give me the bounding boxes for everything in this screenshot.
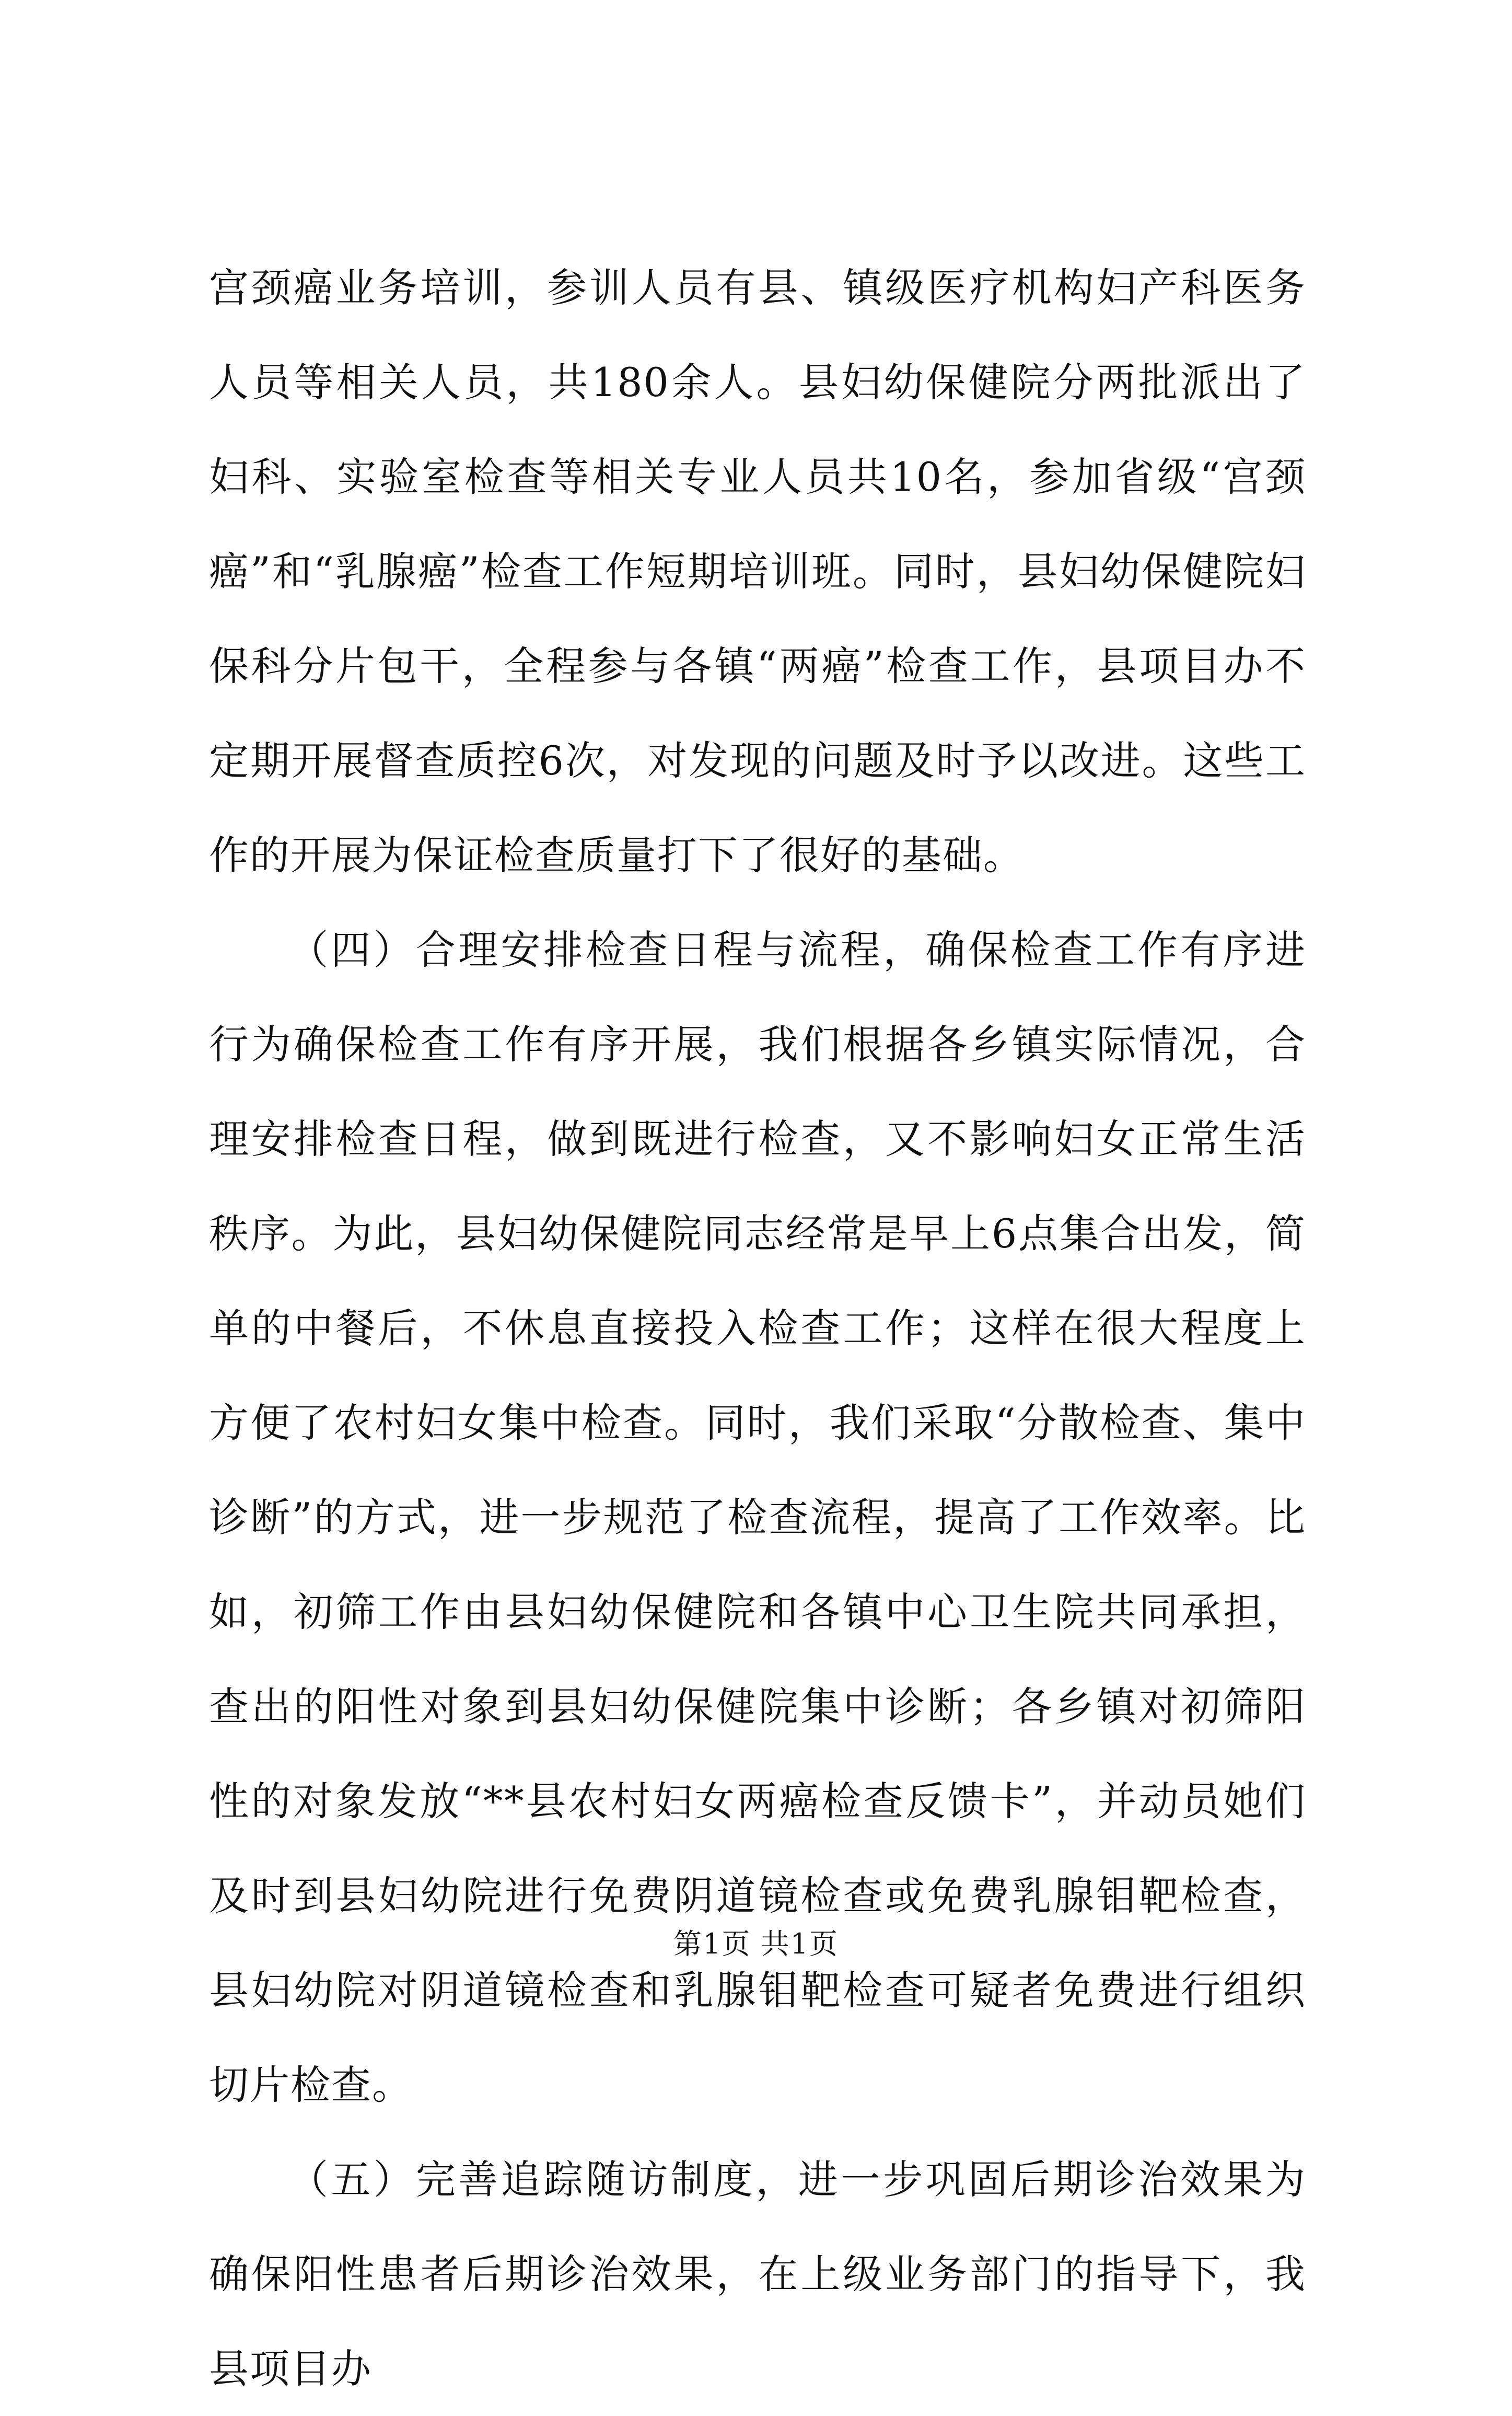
paragraph-training: 宫颈癌业务培训，参训人员有县、镇级医疗机构妇产科医务人员等相关人员，共180余人。县妇幼保健院分两批派出了妇科、实验室检查等相关专业人员共10名，参加省级“宫颈癌”和“乳腺癌”检查工作短期培训班。同时，县妇幼保健院妇保科分片包干，全程参与各镇“两癌”检查工作，县项目办不定期开展督查质控6次，对发现的问题及时予以改进。这些工作的开展为保证检查质量打下了很好的基础。 bbox=[209, 264, 1306, 878]
page-footer: 第1页 共1页 bbox=[673, 1927, 839, 1960]
paragraph-schedule: （四）合理安排检查日程与流程，确保检查工作有序进行为确保检查工作有序开展，我们根据各乡镇实际情况，合理安排检查日程，做到既进行检查，又不影响妇女正常生活秩序。为此，县妇幼保健院同志经常是早上6点集合出发，简单的中餐后，不休息直接投入检查工作；这样在很大程度上方便了农村妇女集中检查。同时，我们采取“分散检查、集中诊断”的方式，进一步规范了检查流程，提高了工作效率。比如，初筛工作由县妇幼保健院和各镇中心卫生院共同承担，查出的阳性对象到县妇幼保健院集中诊断；各乡镇对初筛阳性的对象发放“**县农村妇女两癌检查反馈卡”，并动员她们及时到县妇幼院进行免费阴道镜检查或免费乳腺钼靶检查，县妇幼院对阴道镜检查和乳腺钼靶检查可疑者免费进行组织切片检查。 bbox=[209, 927, 1306, 2108]
document-body bbox=[209, 240, 1306, 2416]
paragraph-followup: （五）完善追踪随访制度，进一步巩固后期诊治效果为确保阳性患者后期诊治效果，在上级业务部门的指导下，我县项目办 bbox=[209, 2156, 1306, 2392]
